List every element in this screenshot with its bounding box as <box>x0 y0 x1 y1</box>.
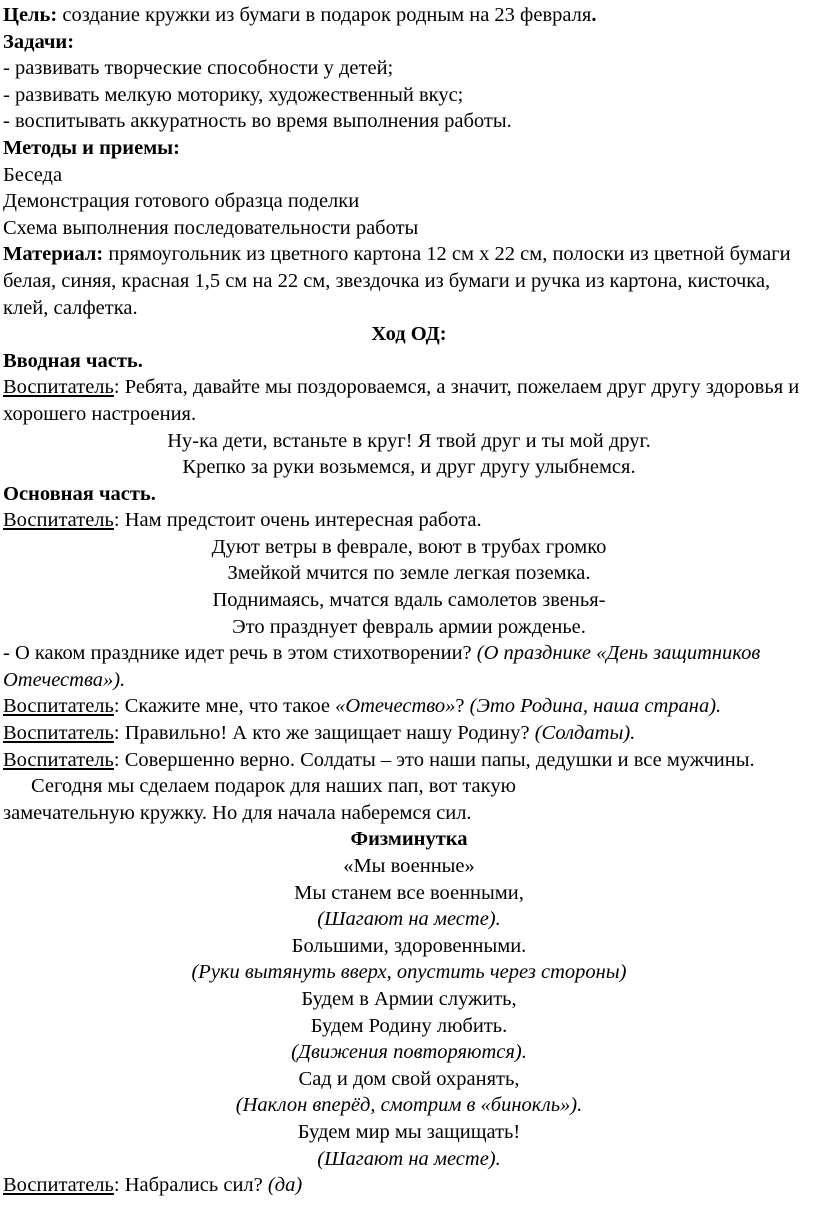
material-text: прямоугольник из цветного картона 12 см х 22 см, полоски из цветной бумаги белая, синяя, красная 1,5 см на 22 см, звездочка из бумаги и ручка из картона, кисточка, клей, салфетка. <box>3 243 791 319</box>
paragraph-line: Сегодня мы сделаем подарок для наших пап, вот такую <box>31 775 516 798</box>
main-poem-line: Дуют ветры в феврале, воют в трубах громко <box>211 535 607 558</box>
fizminutka-subtitle: «Мы военные» <box>343 855 475 877</box>
main-poem-line: Это празднует февраль армии рожденье. <box>232 615 586 638</box>
task-item: - развивать мелкую моторику, художественный вкус; <box>3 83 464 106</box>
fizminutka-instruction: (Руки вытянуть вверх, опустить через стороны) <box>191 961 627 984</box>
dialog-answer: (Это Родина, наша страна). <box>469 695 722 718</box>
intro-text: : Ребята, давайте мы поздороваемся, а значит, пожелаем друг другу здоровья и хорошего настроения. <box>3 376 800 425</box>
task-item: - воспитывать аккуратность во время выполнения работы. <box>3 110 512 133</box>
speaker-label: Воспитатель <box>3 748 114 771</box>
main-heading: Основная часть. <box>3 482 156 505</box>
fizminutka-verse-line: Будем мир мы защищать! <box>297 1120 521 1143</box>
speaker-label: Воспитатель <box>3 376 114 399</box>
method-item: Схема выполнения последовательности работы <box>3 216 419 239</box>
fizminutka-lines <box>3 880 815 1173</box>
intro-poem-line: Крепко за руки возьмемся, и друг другу улыбнемся. <box>182 456 636 479</box>
fizminutka-verse-line: Сад и дом свой охранять, <box>298 1067 520 1090</box>
final-line <box>3 1172 815 1199</box>
fizminutka-instruction: (Шагают на месте). <box>317 908 501 931</box>
dialog-text: : Совершенно верно. Солдаты – это наши папы, дедушки и все мужчины. <box>113 748 755 771</box>
main-line1 <box>3 507 815 534</box>
final-answer: (да) <box>267 1174 303 1197</box>
method-item: Демонстрация готового образца поделки <box>3 190 360 213</box>
speaker-label: Воспитатель <box>3 509 114 532</box>
dialog-answer: (Солдаты). <box>534 722 636 745</box>
material-label: Материал: <box>3 243 104 266</box>
fizminutka-verse-line: Мы станем все военными, <box>294 881 524 904</box>
fizminutka-verse-line: Будем в Армии служить, <box>301 987 517 1010</box>
intro-paragraph <box>3 374 815 427</box>
goal-text: создание кружки из бумаги в подарок родным на 23 февраля <box>57 4 592 26</box>
dialog-text2: ? <box>455 695 470 718</box>
final-text: : Набрались сил? <box>113 1174 268 1197</box>
intro-heading: Вводная часть. <box>3 349 143 372</box>
goal-line <box>3 2 815 29</box>
fizminutka-title: Физминутка <box>350 828 468 851</box>
goal-label: Цель: <box>3 4 58 26</box>
tasks-label: Задачи: <box>3 30 75 53</box>
methods-label: Методы и приемы: <box>3 136 180 159</box>
main-poem-line: Змейкой мчится по земле легкая поземка. <box>227 562 591 585</box>
question-text: - О каком празднике идет речь в этом стихотворении? <box>3 642 477 665</box>
method-item: Беседа <box>3 163 63 186</box>
fizminutka-verse-line: Большими, здоровенными. <box>291 934 527 957</box>
dialog-paragraph <box>3 747 815 774</box>
question-paragraph <box>3 640 815 693</box>
speaker-label: Воспитатель <box>3 1174 114 1197</box>
speaker-label: Воспитатель <box>3 695 114 718</box>
dialog-line <box>3 693 815 720</box>
speaker-label: Воспитатель <box>3 722 114 745</box>
question-answer: (О празднике «День защитников Отечества»). <box>3 642 761 691</box>
main-line1-text: : Нам предстоит очень интересная работа. <box>113 509 482 532</box>
task-item: - развивать творческие способности у детей; <box>3 57 394 80</box>
material-paragraph <box>3 241 815 321</box>
dialog-italic: «Отечество» <box>335 695 456 718</box>
dialog-line <box>3 720 815 747</box>
dialog-text: : Правильно! А кто же защищает нашу Родину? <box>113 722 535 745</box>
paragraph-line: замечательную кружку. Но для начала наберемся сил. <box>3 801 472 824</box>
main-poem-line: Поднимаясь, мчатся вдаль самолетов звенья- <box>212 589 606 612</box>
intro-poem-line: Ну-ка дети, встаньте в круг! Я твой друг и ты мой друг. <box>167 429 651 452</box>
fizminutka-verse-line: Будем Родину любить. <box>310 1014 508 1037</box>
goal-end: . <box>591 4 597 26</box>
fizminutka-instruction: (Шагают на месте). <box>317 1147 501 1170</box>
dialog-text: : Скажите мне, что такое <box>113 695 336 718</box>
fizminutka-instruction: (Движения повторяются). <box>291 1041 527 1064</box>
fizminutka-instruction: (Наклон вперёд, смотрим в «бинокль»). <box>235 1094 583 1117</box>
course-title: Ход ОД: <box>371 323 447 346</box>
